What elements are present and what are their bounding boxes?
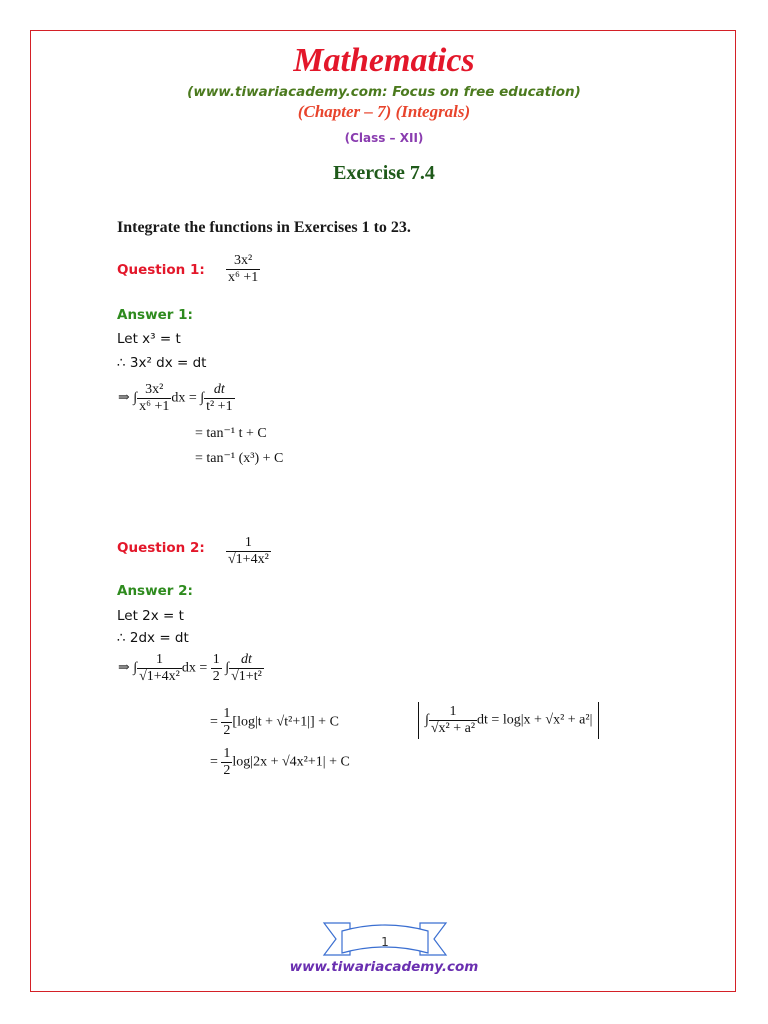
formula-denominator: √x² + a² xyxy=(430,721,476,736)
answer-2-half-denominator: 2 xyxy=(212,669,220,684)
answer-2-step-1-numerator-2: dt xyxy=(241,652,252,667)
answer-1-step-1: ⇒ ∫ $\frac{\text{3x²}}{\text{x⁶ +1}}$ dx = ∫ $\frac{dt}{\text{t² +1}}$ xyxy=(118,382,233,414)
answer-1-step-1-denominator: x⁶ +1 xyxy=(139,399,170,414)
question-2-label: Question 2: xyxy=(117,540,205,556)
answer-2-step-3: = $\frac{1}{2}$ log|2x + √4x²+1| + C xyxy=(210,746,350,778)
question-1-label: Question 1: xyxy=(117,262,205,278)
answer-2-step-1-middle: dx = xyxy=(181,660,211,676)
answer-2-step-1-denominator-2: √1+t² xyxy=(231,669,262,684)
formula-rest: dt = log|x + √x² + a²| xyxy=(477,712,593,728)
answer-2-step-2-half-numerator: 1 xyxy=(223,706,231,721)
integral-formula-box: ∫ $\frac{1}{\text{√x² + a²}}$ dt = log|x + √x² + a²| xyxy=(418,702,599,739)
answer-1-step-1-numerator-2: dt xyxy=(213,382,225,397)
chapter-heading: (Chapter – 7) (Integrals) xyxy=(297,102,471,121)
answer-2-step-2-half-denominator: 2 xyxy=(223,723,231,738)
exercise-intro: Integrate the functions in Exercises 1 to 23. xyxy=(117,219,411,236)
answer-1-label: Answer 1: xyxy=(117,307,193,323)
answer-2-step-1-numerator: 1 xyxy=(155,652,163,667)
formula-numerator: 1 xyxy=(449,704,457,719)
question-1-numerator: 3x² xyxy=(234,253,253,268)
answer-2-step-2-body: [log|t + √t²+1|] + C xyxy=(232,714,339,730)
answer-2-line-2: ∴ 2dx = dt xyxy=(117,630,189,646)
answer-2-step-2: = $\frac{1}{2}$ [log|t + √t²+1|] + C xyxy=(210,706,339,738)
answer-1-step-1-numerator: 3x² xyxy=(145,382,164,397)
answer-2-line-1: Let 2x = t xyxy=(117,608,184,624)
page-title: Mathematics xyxy=(293,42,475,79)
question-1-expression xyxy=(226,253,260,286)
answer-2-label: Answer 2: xyxy=(117,583,193,599)
class-label: (Class – XII) xyxy=(344,131,424,145)
answer-1-line-2: ∴ 3x² dx = dt xyxy=(117,355,207,371)
answer-2-step-3-half-denominator: 2 xyxy=(223,763,231,778)
answer-1-step-1-middle: dx = ∫ xyxy=(171,390,205,406)
footer-url[interactable]: www.tiwariacademy.com xyxy=(289,959,479,975)
exercise-heading: Exercise 7.4 xyxy=(333,162,435,184)
question-1-denominator: x⁶ +1 xyxy=(228,270,259,285)
answer-2-half-numerator: 1 xyxy=(212,652,220,667)
question-2-expression xyxy=(226,535,271,568)
answer-2-step-3-body: log|2x + √4x²+1| + C xyxy=(232,754,350,770)
answer-1-step-2: = tan⁻¹ t + C xyxy=(195,426,267,441)
answer-1-line-1: Let x³ = t xyxy=(117,331,181,347)
page-number: 1 xyxy=(381,935,389,949)
answer-2-step-3-half-numerator: 1 xyxy=(223,746,231,761)
site-tagline: (www.tiwariacademy.com: Focus on free education) xyxy=(187,84,581,100)
question-2-numerator: 1 xyxy=(244,535,252,550)
answer-2-step-1: ⇒ ∫ $\frac{1}{\text{√1+4x²}}$ dx = $\frac{1}{2}$ ∫ $\frac{dt}{\text{√1+t²}}$ xyxy=(118,652,262,684)
answer-1-step-1-denominator-2: t² +1 xyxy=(206,399,233,414)
question-2-denominator: √1+4x² xyxy=(228,552,269,567)
answer-1-step-3: = tan⁻¹ (x³) + C xyxy=(195,451,284,466)
answer-2-step-1-denominator: √1+4x² xyxy=(139,669,180,684)
